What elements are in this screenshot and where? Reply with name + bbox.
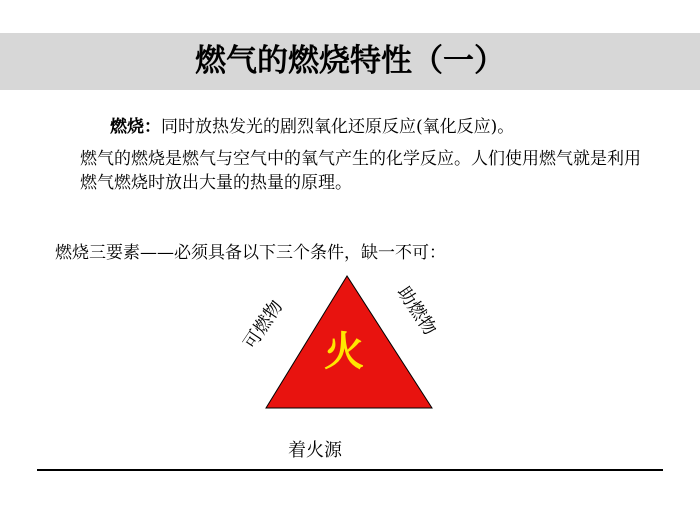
combustible-label: 可燃物 [239,296,288,354]
page-title: 燃气的燃烧特性（一） [195,43,505,79]
oxidizer-label: 助燃物 [392,282,441,340]
three-elements-intro: 燃烧三要素——必须具备以下三个条件，缺一不可： [55,243,446,263]
bottom-divider [37,469,663,471]
title-bar [0,33,700,90]
combustion-definition-text: 同时放热发光的剧烈氧化还原反应(氧化反应)。 [161,117,515,137]
combustion-definition [110,112,514,137]
combustion-term: 燃烧： [110,117,161,137]
fire-triangle-diagram [220,268,460,438]
ignition-source-label: 着火源 [288,440,342,461]
gas-combustion-paragraph: 燃气的燃烧是燃气与空气中的氧气产生的化学反应。人们使用燃气就是利用燃气燃烧时放出大量的热量的原理。 [80,149,641,193]
fire-label: 火 [324,329,364,375]
